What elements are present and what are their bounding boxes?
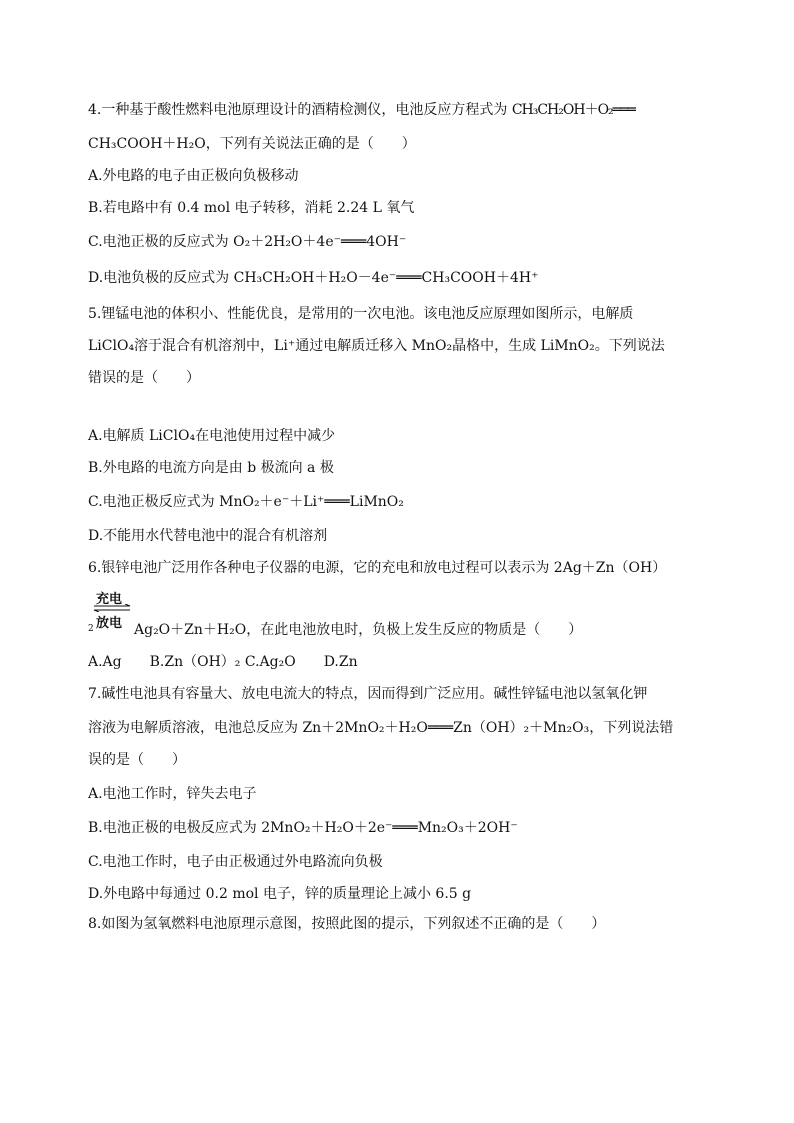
q5-line1: 5.锂锰电池的体积小、性能优良，是常用的一次电池。该电池反应原理如图所示，电解质	[88, 306, 634, 322]
q4-line1-equation: CH₃CH₂OH＋O₂═══	[511, 102, 635, 118]
q6-subscript: 2	[88, 624, 94, 634]
q7-option-c: C.电池工作时，电子由正极通过外电路流向负极	[88, 854, 383, 870]
q5-line2: LiClO₄溶于混合有机溶剂中，Li⁺通过电解质迁移入 MnO₂晶格中，生成 LiMnO₂。下列说法	[88, 338, 665, 354]
q8-line1: 8.如图为氢氧燃料电池原理示意图，按照此图的提示，下列叙述不正确的是（ ）	[88, 916, 606, 932]
q4-option-b: B.若电路中有 0.4 mol 电子转移，消耗 2.24 L 氧气	[88, 200, 415, 216]
q5-option-d: D.不能用水代替电池中的混合有机溶剂	[88, 528, 328, 544]
q6-options: A.Ag B.Zn（OH）₂ C.Ag₂O D.Zn	[88, 654, 358, 670]
q7-line3: 误的是（ ）	[88, 752, 186, 768]
q7-option-b: B.电池正极的电极反应式为 2MnO₂＋H₂O＋2e⁻═══Mn₂O₃＋2OH⁻	[88, 820, 518, 836]
q5-line3: 错误的是（ ）	[88, 370, 200, 386]
q6-line1: 6.银锌电池广泛用作各种电子仪器的电源，它的充电和放电过程可以表示为 2Ag＋Zn（OH）	[88, 560, 667, 576]
q5-option-a: A.电解质 LiClO₄在电池使用过程中减少	[88, 428, 336, 444]
arrow-label-charge: 充电	[96, 592, 123, 607]
q4-option-d: D.电池负极的反应式为 CH₃CH₂OH＋H₂O－4e⁻═══CH₃COOH＋4H⁺	[88, 270, 539, 286]
q6-line2: Ag₂O＋Zn＋H₂O，在此电池放电时，负极上发生反应的物质是（ ）	[134, 622, 583, 638]
q7-line2: 溶液为电解质溶液，电池总反应为 Zn＋2MnO₂＋H₂O═══Zn（OH）₂＋Mn₂O₃，下列说法错	[88, 720, 674, 736]
q7-line1: 7.碱性电池具有容量大、放电电流大的特点，因而得到广泛应用。碱性锌锰电池以氢氧化钾	[88, 686, 648, 702]
q7-option-a: A.电池工作时，锌失去电子	[88, 786, 257, 802]
q4-line1	[88, 100, 635, 120]
q4-option-c: C.电池正极的反应式为 O₂＋2H₂O＋4e⁻═══4OH⁻	[88, 234, 407, 250]
equilibrium-arrow-icon	[92, 604, 132, 612]
q4-line2: CH₃COOH＋H₂O，下列有关说法正确的是（ ）	[88, 136, 416, 152]
q5-option-c: C.电池正极反应式为 MnO₂＋e⁻＋Li⁺═══LiMnO₂	[88, 494, 404, 510]
q4-line1-text: 4.一种基于酸性燃料电池原理设计的酒精检测仪，电池反应方程式为	[88, 102, 512, 118]
q4-option-a: A.外电路的电子由正极向负极移动	[88, 168, 299, 184]
q5-option-b: B.外电路的电流方向是由 b 极流向 a 极	[88, 460, 334, 476]
reversible-arrow	[92, 588, 132, 631]
arrow-label-discharge: 放电	[96, 616, 123, 631]
q7-option-d: D.外电路中每通过 0.2 mol 电子，锌的质量理论上减小 6.5 g	[88, 886, 472, 902]
